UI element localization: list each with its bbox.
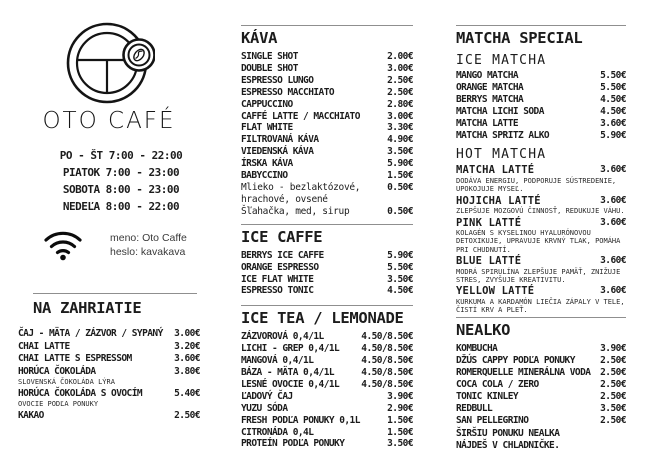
item-name: MATCHA LICHI SODA bbox=[456, 105, 544, 117]
footer-line: ŠIRŠIU PONUKU NEALKA bbox=[456, 427, 560, 439]
menu-item bbox=[456, 285, 626, 314]
item-price: 4.50€ bbox=[600, 105, 626, 117]
menu-item bbox=[241, 403, 413, 415]
item-list bbox=[241, 331, 413, 450]
item-price: 2.50€ bbox=[600, 379, 626, 391]
item-name: ESPRESSO MACCHIATO bbox=[241, 86, 335, 98]
menu-item bbox=[456, 164, 626, 193]
item-note: OVOCIE PODĽA PONUKY bbox=[18, 400, 99, 409]
menu-item bbox=[241, 274, 413, 286]
item-name: CHAI LATTE S ESPRESSOM bbox=[18, 353, 132, 365]
section-ice-tea-lemonade bbox=[241, 305, 413, 450]
item-name: ICE FLAT WHITE bbox=[241, 273, 314, 285]
item-price: 2.50€ bbox=[387, 74, 413, 86]
item-price: 4.50/8.50€ bbox=[361, 343, 413, 355]
item-name: LESNÉ OVOCIE 0,4/1L bbox=[241, 378, 340, 390]
menu-item bbox=[241, 87, 413, 99]
section-title: KÁVA bbox=[241, 29, 278, 47]
item-name: MATCHA LATTÉ bbox=[456, 164, 535, 177]
item-note: MODRÁ SPIRULÍNA ZLEPŠUJE PAMÄŤ, ZNIŽUJE STRES, ZVYŠUJE KREATIVITU. bbox=[456, 267, 621, 284]
opening-hours-line: PIATOK 7:00 - 23:00 bbox=[62, 166, 180, 179]
section-title: ICE TEA / LEMONADE bbox=[241, 309, 404, 328]
menu-item bbox=[241, 367, 413, 379]
menu-item bbox=[241, 250, 413, 262]
menu-item bbox=[18, 410, 200, 423]
item-name: TONIC KINLEY bbox=[456, 391, 519, 402]
item-name: CHAI LATTE bbox=[18, 340, 70, 352]
item-price: 4.50/8.50€ bbox=[361, 355, 413, 367]
menu-item bbox=[241, 285, 413, 297]
section-na-zahriatie bbox=[18, 293, 200, 422]
opening-hours bbox=[18, 147, 200, 215]
menu-item bbox=[456, 118, 626, 130]
menu-item bbox=[456, 255, 626, 284]
menu-item bbox=[241, 343, 413, 355]
item-price: 3.30€ bbox=[387, 122, 413, 134]
item-name: CAFFÉ LATTE / MACCHIATO bbox=[241, 110, 360, 122]
menu-item bbox=[241, 391, 413, 403]
item-price: 3.60€ bbox=[600, 216, 626, 228]
menu-item bbox=[456, 367, 626, 379]
wifi-icon bbox=[42, 228, 84, 261]
item-list bbox=[456, 70, 626, 141]
item-name: REDBULL bbox=[456, 402, 493, 414]
item-name: MATCHA LATTE bbox=[456, 117, 519, 129]
wifi-credentials bbox=[110, 231, 187, 259]
section-matcha-special bbox=[456, 25, 626, 314]
item-price: 5.50€ bbox=[600, 70, 626, 81]
item-price: 1.50€ bbox=[387, 426, 413, 438]
divider bbox=[33, 293, 197, 294]
divider bbox=[456, 317, 626, 318]
item-price: 5.90€ bbox=[387, 158, 413, 170]
item-name: SINGLE SHOT bbox=[241, 51, 298, 62]
item-name: YUZU SÓDA bbox=[241, 402, 288, 414]
item-price: 3.90€ bbox=[600, 343, 626, 355]
item-price: 3.60€ bbox=[600, 164, 626, 176]
item-price: 3.60€ bbox=[174, 353, 200, 365]
menu-item bbox=[18, 388, 200, 409]
item-note: KURKUMA A KARDAMÓN LIEČIA ZÁPALY V TELE, ČISTÍ KRV A PLEŤ. bbox=[456, 297, 625, 315]
item-note: SLOVENSKÁ ČOKOLÁDA LÝRA bbox=[18, 378, 115, 387]
item-name: HORÚCA ČOKOLÁDA S OVOCÍM bbox=[18, 387, 143, 399]
item-price: 4.90€ bbox=[387, 134, 413, 146]
section-nealko bbox=[456, 317, 626, 451]
item-price: 3.00€ bbox=[174, 328, 200, 339]
menu-item bbox=[241, 355, 413, 367]
divider bbox=[241, 224, 413, 225]
item-price: 4.50€ bbox=[600, 93, 626, 105]
item-name: KAKAO bbox=[18, 409, 44, 421]
item-name: BERRYS MATCHA bbox=[456, 93, 524, 105]
menu-item bbox=[241, 206, 413, 218]
section-kava bbox=[241, 25, 413, 218]
menu-item bbox=[241, 75, 413, 87]
item-price: 3.00€ bbox=[387, 62, 413, 74]
menu-item bbox=[18, 328, 200, 341]
left-column bbox=[18, 0, 200, 422]
item-name: BLUE LATTÉ bbox=[456, 255, 522, 267]
item-price: 3.50€ bbox=[387, 438, 413, 450]
menu-item bbox=[241, 379, 413, 391]
brand-logo bbox=[18, 20, 200, 134]
item-name: BERRYS ICE CAFFE bbox=[241, 249, 324, 261]
item-name: ROMERQUELLE MINERÁLNA VODA bbox=[456, 367, 591, 379]
item-list bbox=[456, 343, 626, 426]
divider bbox=[241, 25, 413, 26]
menu-item bbox=[456, 195, 626, 216]
opening-hours-line: SOBOTA 8:00 - 23:00 bbox=[62, 183, 180, 196]
item-price: 2.00€ bbox=[387, 51, 413, 62]
item-price: 5.50€ bbox=[600, 81, 626, 93]
item-price: 3.80€ bbox=[174, 365, 200, 377]
item-name: LICHI - GREP 0,4/1L bbox=[241, 343, 340, 355]
item-price: 5.90€ bbox=[387, 249, 413, 261]
menu-item bbox=[241, 438, 413, 450]
item-name: MANGOVÁ 0,4/1L bbox=[241, 355, 314, 367]
divider bbox=[241, 305, 413, 306]
menu-item bbox=[456, 355, 626, 367]
menu-item bbox=[18, 366, 200, 387]
item-name: ESPRESSO LUNGO bbox=[241, 74, 314, 86]
item-note: DODÁVA ENERGIU, PODPORUJE SÚSTREDENIE, UPOKOJUJE MYSEĽ. bbox=[456, 177, 617, 194]
item-list bbox=[18, 328, 200, 422]
menu-item bbox=[241, 122, 413, 134]
item-price: 1.50€ bbox=[387, 170, 413, 182]
subsection-title-ice-matcha: ICE MATCHA bbox=[456, 53, 547, 68]
item-name: BABYCCINO bbox=[241, 170, 288, 182]
item-price: 3.50€ bbox=[387, 273, 413, 285]
footer-line: NÁJDEŠ V CHLADNIČKE. bbox=[456, 439, 560, 451]
menu-item bbox=[456, 70, 626, 82]
item-note: ZLEPŠUJE MOZGOVÚ ČINNOSŤ, REDUKUJE VÁHU. bbox=[456, 207, 625, 216]
item-price: 2.80€ bbox=[387, 98, 413, 110]
menu-item bbox=[456, 391, 626, 403]
menu-item bbox=[456, 82, 626, 94]
menu-item bbox=[241, 134, 413, 146]
item-list bbox=[241, 250, 413, 298]
item-name: ORANGE ESPRESSO bbox=[241, 261, 319, 273]
menu-item bbox=[241, 262, 413, 274]
item-name: ČAJ - MÄTA / ZÁZVOR / SYPANÝ bbox=[18, 328, 163, 339]
item-name: PINK LATTÉ bbox=[456, 216, 522, 229]
item-name: ĽADOVÝ ČAJ bbox=[241, 390, 293, 402]
item-price: 3.20€ bbox=[174, 340, 200, 352]
item-name: Mlieko - bezlaktózové, hrachové, ovsené bbox=[241, 181, 361, 205]
menu-item bbox=[456, 130, 626, 142]
menu-item bbox=[18, 341, 200, 354]
item-name: YELLOW LATTÉ bbox=[456, 285, 535, 298]
item-price: 3.50€ bbox=[387, 146, 413, 158]
item-price: 3.60€ bbox=[600, 285, 626, 297]
item-name: CITRONÁDA 0,4L bbox=[241, 426, 314, 438]
item-price: 3.60€ bbox=[600, 255, 626, 266]
item-name: MATCHA SPRITZ ALKO bbox=[456, 129, 550, 141]
item-price: 5.50€ bbox=[387, 261, 413, 273]
item-price: 2.50€ bbox=[600, 367, 626, 379]
item-price: 2.50€ bbox=[600, 355, 626, 367]
item-price: 2.50€ bbox=[387, 86, 413, 98]
section-ice-caffe bbox=[241, 224, 413, 298]
opening-hours-line: NEDEĽA 8:00 - 22:00 bbox=[62, 200, 180, 213]
item-price: 5.40€ bbox=[174, 387, 200, 399]
menu-item bbox=[241, 146, 413, 158]
item-price: 1.50€ bbox=[387, 414, 413, 426]
item-note: KOLAGÉN S KYSELINOU HYALURÓNOVOU DETOXIKUJE, UPRAVUJE KRVNÝ TLAK, POMÁHA PRI CHUDNUTÍ. bbox=[456, 229, 621, 254]
item-list bbox=[456, 164, 626, 314]
item-name: VIEDENSKÁ KÁVA bbox=[241, 146, 314, 158]
subsection-title-hot-matcha: HOT MATCHA bbox=[456, 147, 547, 163]
menu-item bbox=[456, 415, 626, 427]
menu-item bbox=[456, 343, 626, 355]
divider bbox=[456, 25, 626, 26]
menu-item bbox=[241, 427, 413, 439]
section-title: NA ZAHRIATIE bbox=[33, 299, 142, 317]
item-name: KOMBUCHA bbox=[456, 343, 498, 355]
item-price: 0.50€ bbox=[387, 181, 413, 193]
item-price: 4.50/8.50€ bbox=[361, 378, 413, 390]
wifi-info bbox=[18, 228, 200, 261]
item-name: ORANGE MATCHA bbox=[456, 81, 524, 93]
item-name: FRESH PODĽA PONUKY 0,1L bbox=[241, 414, 360, 426]
item-price: 3.50€ bbox=[600, 402, 626, 414]
item-price: 0.50€ bbox=[387, 205, 413, 217]
item-name: FLAT WHITE bbox=[241, 122, 293, 134]
menu-item bbox=[18, 353, 200, 366]
item-price: 3.60€ bbox=[600, 117, 626, 129]
menu-item bbox=[241, 63, 413, 75]
wifi-password: heslo: kavakava bbox=[110, 245, 186, 258]
item-price: 2.50€ bbox=[600, 391, 626, 402]
item-name: MANGO MATCHA bbox=[456, 70, 519, 81]
menu-item bbox=[456, 379, 626, 391]
brand-wordmark: OTO CAFÉ bbox=[42, 108, 176, 134]
menu-item bbox=[241, 182, 413, 206]
item-name: DOUBLE SHOT bbox=[241, 62, 298, 74]
section-title: ICE CAFFE bbox=[241, 227, 323, 246]
wifi-network-name: meno: Oto Caffe bbox=[110, 231, 187, 244]
item-price: 3.90€ bbox=[387, 390, 413, 402]
menu-item bbox=[241, 415, 413, 427]
item-price: 5.90€ bbox=[600, 129, 626, 141]
item-price: 3.00€ bbox=[387, 110, 413, 122]
item-name: ÍRSKA KÁVA bbox=[241, 158, 293, 170]
item-name: HORÚCA ČOKOLÁDA bbox=[18, 365, 96, 377]
nealko-footer bbox=[456, 428, 626, 452]
menu-item bbox=[456, 217, 626, 254]
item-price: 2.90€ bbox=[387, 402, 413, 414]
opening-hours-line: PO - ŠT 7:00 - 22:00 bbox=[59, 149, 183, 162]
item-name: COCA COLA / ZERO bbox=[456, 379, 539, 391]
item-name: ESPRESSO TONIC bbox=[241, 285, 314, 297]
item-name: HOJICHA LATTÉ bbox=[456, 194, 541, 207]
item-price: 4.50/8.50€ bbox=[361, 367, 413, 379]
item-price: 2.50€ bbox=[174, 409, 200, 421]
item-name: BÁZA - MÄTA 0,4/1L bbox=[241, 367, 335, 379]
menu-item bbox=[456, 106, 626, 118]
right-column bbox=[456, 0, 626, 452]
item-price: 3.60€ bbox=[600, 194, 626, 206]
item-price: 2.50€ bbox=[600, 414, 626, 426]
menu-item bbox=[241, 170, 413, 182]
section-title: NEALKO bbox=[456, 321, 511, 340]
item-list-extras bbox=[241, 182, 413, 218]
item-name: Šľahačka, med, sirup bbox=[241, 205, 350, 217]
item-name: ZÁZVOROVÁ 0,4/1L bbox=[241, 331, 324, 343]
item-name: PROTEÍN PODĽA PONUKY bbox=[241, 438, 345, 450]
menu-item bbox=[241, 331, 413, 343]
item-name: DŽÚS CAPPY PODĽA PONUKY bbox=[456, 355, 575, 367]
middle-column bbox=[241, 0, 413, 450]
item-list bbox=[241, 51, 413, 182]
item-price: 4.50/8.50€ bbox=[361, 331, 413, 343]
coffee-cup-logo-icon bbox=[63, 20, 155, 106]
menu-item bbox=[241, 51, 413, 63]
item-name: FILTROVANÁ KÁVA bbox=[241, 134, 319, 146]
menu-item bbox=[456, 403, 626, 415]
menu-item bbox=[241, 111, 413, 123]
item-name: SAN PELLEGRINO bbox=[456, 414, 529, 426]
menu-item bbox=[241, 99, 413, 111]
section-title: MATCHA SPECIAL bbox=[456, 29, 583, 47]
item-name: CAPPUCCINO bbox=[241, 98, 293, 110]
menu-item bbox=[241, 158, 413, 170]
item-price: 4.50€ bbox=[387, 285, 413, 297]
menu-item bbox=[456, 94, 626, 106]
